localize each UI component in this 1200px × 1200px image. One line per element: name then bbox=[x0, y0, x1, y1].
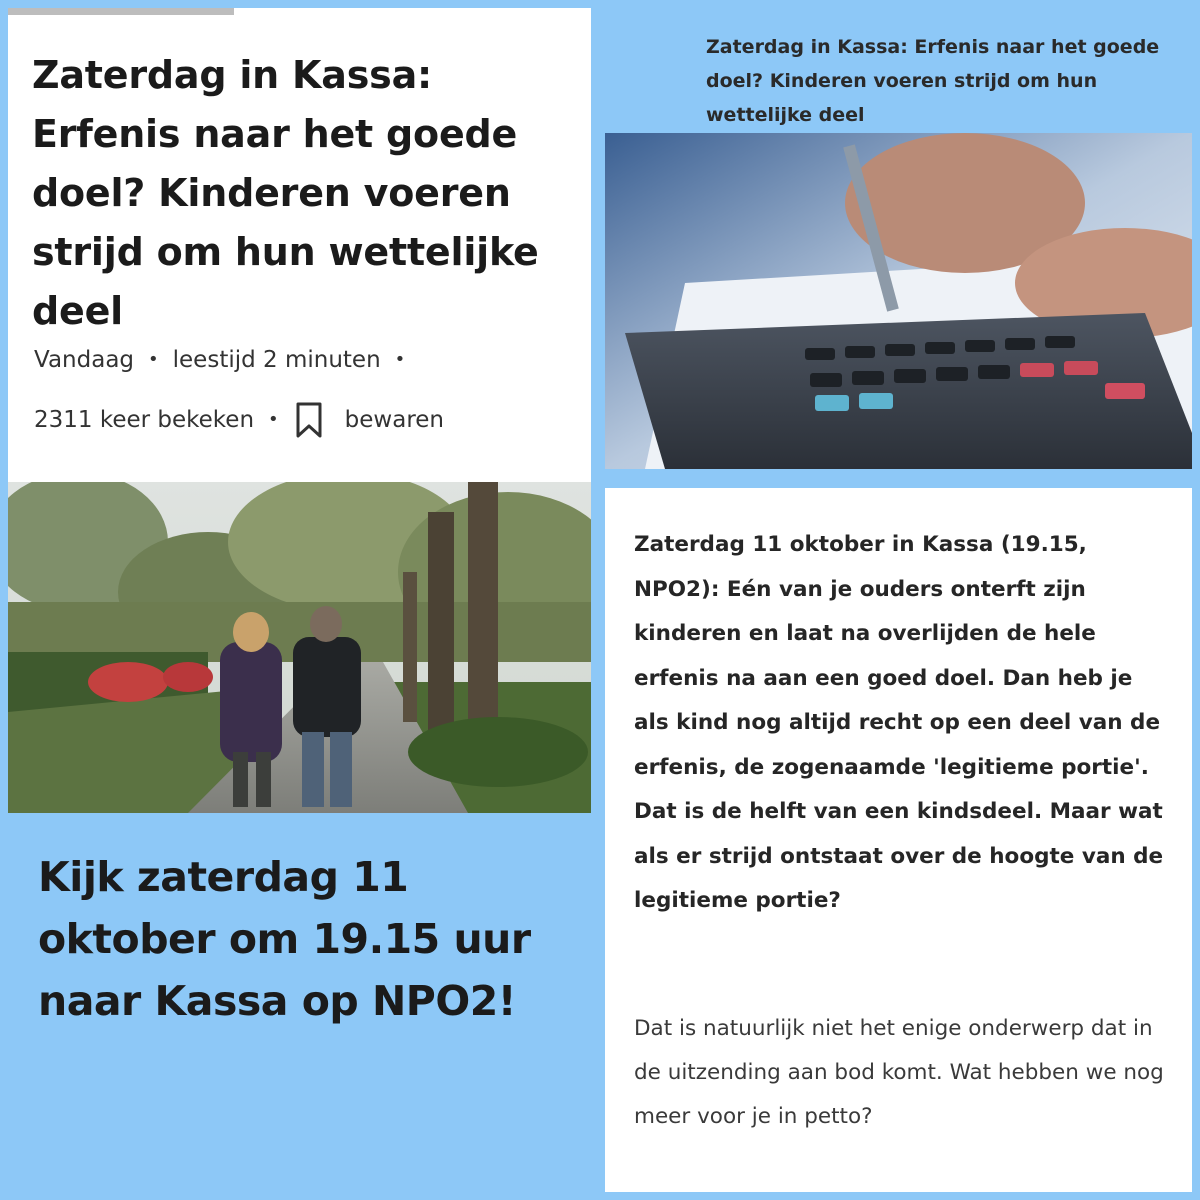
article-lead: Zaterdag 11 oktober in Kassa (19.15, NPO2): Eén van je ouders onterft zijn kinderen en laat na overlijden de hele erfenis na aan een goed doel. Dan heb je als kind nog altijd recht op een deel van de erfenis, de zogenaamde 'legitieme portie'. Dat is de helft van een kindsdeel. Maar wat als er strijd ontstaat over de hoogte van de legitieme portie? bbox=[634, 532, 1164, 913]
meta-separator: • bbox=[268, 409, 279, 430]
article-card bbox=[8, 8, 591, 482]
broadcast-call-to-action: Kijk zaterdag 11 oktober om 19.15 uur naar Kassa op NPO2! bbox=[38, 853, 531, 1025]
calculator-photo bbox=[605, 133, 1192, 469]
article-read-time: leestijd 2 minuten bbox=[172, 347, 381, 373]
article-headline: Zaterdag in Kassa: Erfenis naar het goede doel? Kinderen voeren strijd om hun wettelijke deel bbox=[32, 53, 539, 333]
article-meta bbox=[34, 345, 579, 435]
right-article-title: Zaterdag in Kassa: Erfenis naar het goede doel? Kinderen voeren strijd om hun wettelijke deel bbox=[706, 36, 1160, 126]
article-views: 2311 keer bekeken bbox=[34, 407, 255, 433]
bookmark-icon[interactable] bbox=[293, 401, 325, 439]
save-button[interactable]: bewaren bbox=[344, 407, 445, 433]
meta-separator: • bbox=[394, 349, 406, 370]
couple-walking-photo bbox=[8, 482, 591, 813]
reading-progress-bar bbox=[8, 8, 234, 15]
article-text-card bbox=[605, 488, 1192, 1192]
meta-separator: • bbox=[148, 349, 159, 370]
article-date: Vandaag bbox=[34, 347, 135, 373]
article-paragraph: Dat is natuurlijk niet het enige onderwerp dat in de uitzending aan bod komt. Wat hebben we nog meer voor je in petto? bbox=[634, 1016, 1164, 1129]
